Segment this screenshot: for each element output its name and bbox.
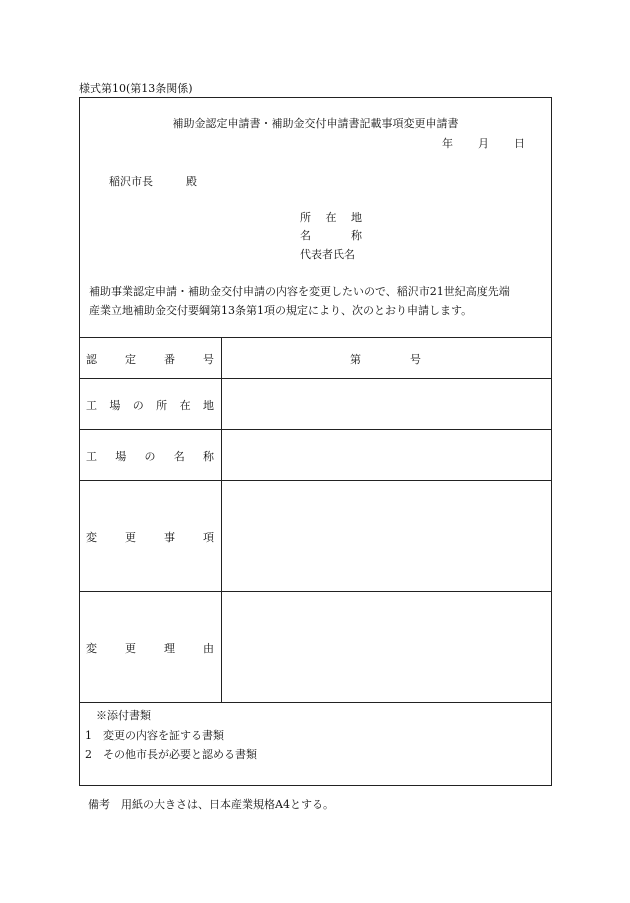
date-year[interactable]: 年 — [442, 137, 453, 150]
applicant-name-label: 名 称 — [300, 229, 362, 242]
addressee-honorific: 殿 — [186, 175, 197, 188]
application-form-frame — [79, 97, 552, 786]
remark-note: 備考 用紙の大きさは、日本産業規格A4とする。 — [88, 798, 334, 811]
form-title: 補助金認定申請書・補助金交付申請書記載事項変更申請書 — [172, 117, 459, 130]
number-cell-dai: 第 — [350, 353, 361, 366]
date-day[interactable]: 日 — [514, 137, 525, 150]
table-top-border — [80, 337, 551, 338]
row-divider — [80, 480, 551, 481]
applicant-representative-label: 代表者氏名 — [300, 248, 355, 261]
body-line-2: 産業立地補助金交付要綱第13条第1項の規定により、次のとおり申請します。 — [89, 304, 473, 317]
row-divider — [80, 429, 551, 430]
attachments-heading: ※添付書類 — [96, 709, 151, 722]
row-label-certification-number: 認 定 番 号 — [86, 353, 214, 366]
form-number-label: 様式第10(第13条関係) — [79, 82, 193, 95]
row-label-change-items: 変 更 事 項 — [86, 531, 214, 544]
addressee — [109, 173, 197, 189]
row-label-factory-name: 工 場 の 名 称 — [86, 450, 214, 463]
addressee-name: 稲沢市長 — [109, 175, 153, 188]
applicant-location-label: 所 在 地 — [300, 211, 362, 224]
row-divider — [80, 702, 551, 703]
column-divider — [221, 337, 222, 702]
row-label-change-reason: 変 更 理 由 — [86, 642, 214, 655]
body-line-1: 補助事業認定申請・補助金交付申請の内容を変更したいので、稲沢市21世紀高度先端 — [89, 285, 510, 298]
number-cell-go: 号 — [410, 353, 421, 366]
row-divider — [80, 378, 551, 379]
row-divider — [80, 591, 551, 592]
row-label-factory-location: 工 場 の 所 在 地 — [86, 399, 214, 412]
date-month[interactable]: 月 — [478, 137, 489, 150]
attachment-item: 2 その他市長が必要と認める書類 — [85, 748, 257, 761]
attachment-item: 1 変更の内容を証する書類 — [85, 729, 224, 742]
